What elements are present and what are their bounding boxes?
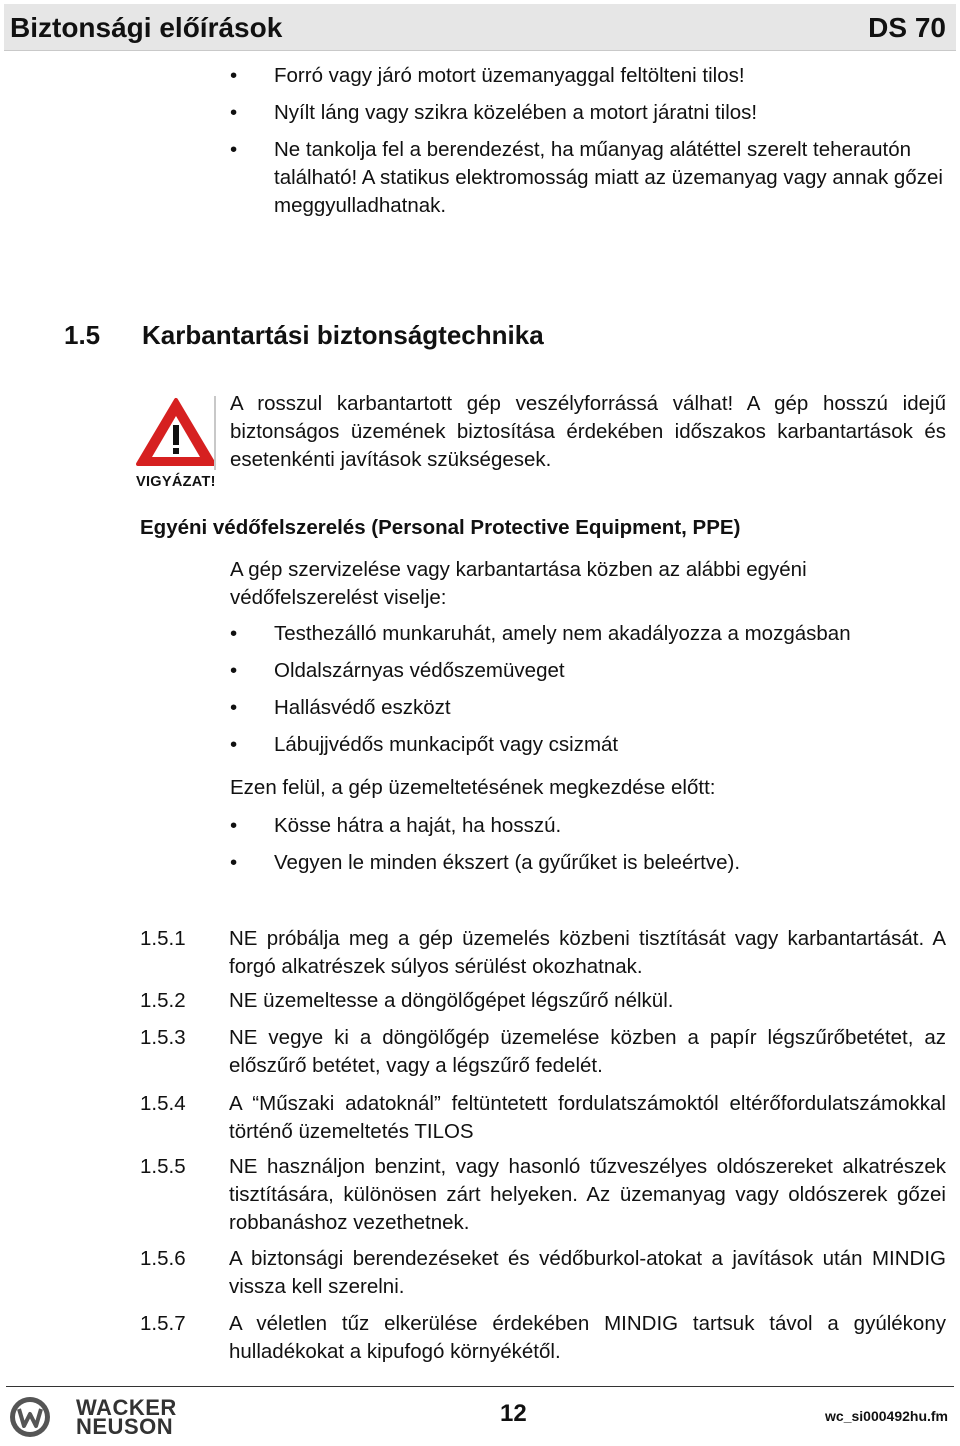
model-name: DS 70 bbox=[868, 12, 946, 43]
rule-number: 1.5.2 bbox=[140, 989, 186, 1012]
rule-item bbox=[140, 1310, 946, 1366]
ppe-heading: Egyéni védőfelszerelés (Personal Protective Equipment, PPE) bbox=[140, 516, 741, 539]
rule-text: NE használjon benzint, vagy hasonló tűzveszélyes oldószereket alkatrészek tisztítására, különösen zárt helyeken. Az üzemanyag vagy oldószerek gőzei robbanáshoz vezethetnek. bbox=[229, 1155, 946, 1234]
rule-number: 1.5.7 bbox=[140, 1312, 186, 1335]
list-item: • Forró vagy járó motort üzemanyaggal feltölteni tilos! bbox=[230, 64, 745, 87]
rule-text: NE próbálja meg a gép üzemelés közbeni tisztítását vagy karbantartását. A forgó alkatrészek súlyos sérülést okozhatnak. bbox=[229, 927, 946, 978]
ppe-intro: A gép szervizelése vagy karbantartása közben az alábbi egyéni védőfelszerelést viselje: bbox=[230, 558, 807, 609]
rule-number: 1.5.6 bbox=[140, 1247, 186, 1270]
fuel-bullet-list bbox=[230, 62, 946, 220]
rule-text: A “Műszaki adatoknál” feltüntetett fordulatszámoktól eltérőfordulatszámokkal történő üzemeltetés TILOS bbox=[229, 1092, 946, 1143]
rule-number: 1.5.1 bbox=[140, 927, 186, 950]
rule-item bbox=[140, 1024, 946, 1080]
rule-item bbox=[140, 1090, 946, 1146]
rule-text: A véletlen tűz elkerülése érdekében MINDIG tartsuk távol a gyúlékony hulladékokat a kipufogó környékétől. bbox=[229, 1312, 946, 1363]
page-number: 12 bbox=[500, 1400, 527, 1427]
page-title: Biztonsági előírások bbox=[10, 12, 283, 43]
warning-text: A rosszul karbantartott gép veszélyforrássá válhat! A gép hosszú idejű biztonságos üzemének biztosítása érdekében időszakos karbantartások és esetenkénti javítások szükségesek. bbox=[230, 392, 946, 471]
rule-number: 1.5.5 bbox=[140, 1155, 186, 1178]
additional-list bbox=[230, 812, 946, 877]
rule-item bbox=[140, 925, 946, 981]
list-item: • Vegyen le minden ékszert (a gyűrűket is beleértve). bbox=[230, 851, 741, 874]
rule-number: 1.5.3 bbox=[140, 1026, 186, 1049]
brand-logo-text: WACKER NEUSON bbox=[76, 1395, 177, 1439]
page-header bbox=[4, 4, 956, 51]
warning-block bbox=[134, 396, 226, 492]
ppe-list bbox=[230, 620, 946, 759]
section-heading bbox=[64, 320, 544, 351]
list-item: • Oldalszárnyas védőszemüveget bbox=[230, 659, 565, 682]
list-item: • Testhezálló munkaruhát, amely nem akadályozza a mozgásban bbox=[230, 622, 851, 645]
list-item: • Kösse hátra a haját, ha hosszú. bbox=[230, 814, 562, 837]
warning-divider bbox=[214, 396, 216, 470]
list-item: • Hallásvédő eszközt bbox=[230, 696, 451, 719]
rule-number: 1.5.4 bbox=[140, 1092, 186, 1115]
list-item: • Ne tankolja fel a berendezést, ha műanyag alátéttel szerelt teherautón található! A statikus elektromosság miatt az üzemanyag vagy annak gőzei meggyulladhatnak. bbox=[230, 138, 943, 217]
document-id: wc_si000492hu.fm bbox=[825, 1408, 948, 1424]
warning-label: VIGYÁZAT! bbox=[136, 474, 216, 490]
rule-item bbox=[140, 1245, 946, 1301]
additional-intro: Ezen felül, a gép üzemeltetésének megkezdése előtt: bbox=[230, 776, 716, 799]
rule-item bbox=[140, 1153, 946, 1237]
list-item: • Lábujjvédős munkacipőt vagy csizmát bbox=[230, 733, 619, 756]
list-item: • Nyílt láng vagy szikra közelében a motort járatni tilos! bbox=[230, 101, 758, 124]
section-title: Karbantartási biztonságtechnika bbox=[142, 320, 544, 350]
rule-text: NE üzemeltesse a döngölőgépet légszűrő nélkül. bbox=[229, 989, 674, 1012]
section-number: 1.5 bbox=[64, 320, 101, 350]
footer-divider bbox=[6, 1386, 954, 1387]
wacker-neuson-logo-icon bbox=[6, 1394, 66, 1440]
warning-triangle-icon bbox=[134, 396, 218, 468]
rule-item bbox=[140, 987, 946, 1015]
rule-text: NE vegye ki a döngölőgép üzemelése közben a papír légszűrőbetétet, az előszűrő betétet, vagy a légszűrő fedelét. bbox=[229, 1026, 946, 1077]
rule-text: A biztonsági berendezéseket és védőburkol-atokat a javítások után MINDIG vissza kell szerelni. bbox=[229, 1247, 946, 1298]
